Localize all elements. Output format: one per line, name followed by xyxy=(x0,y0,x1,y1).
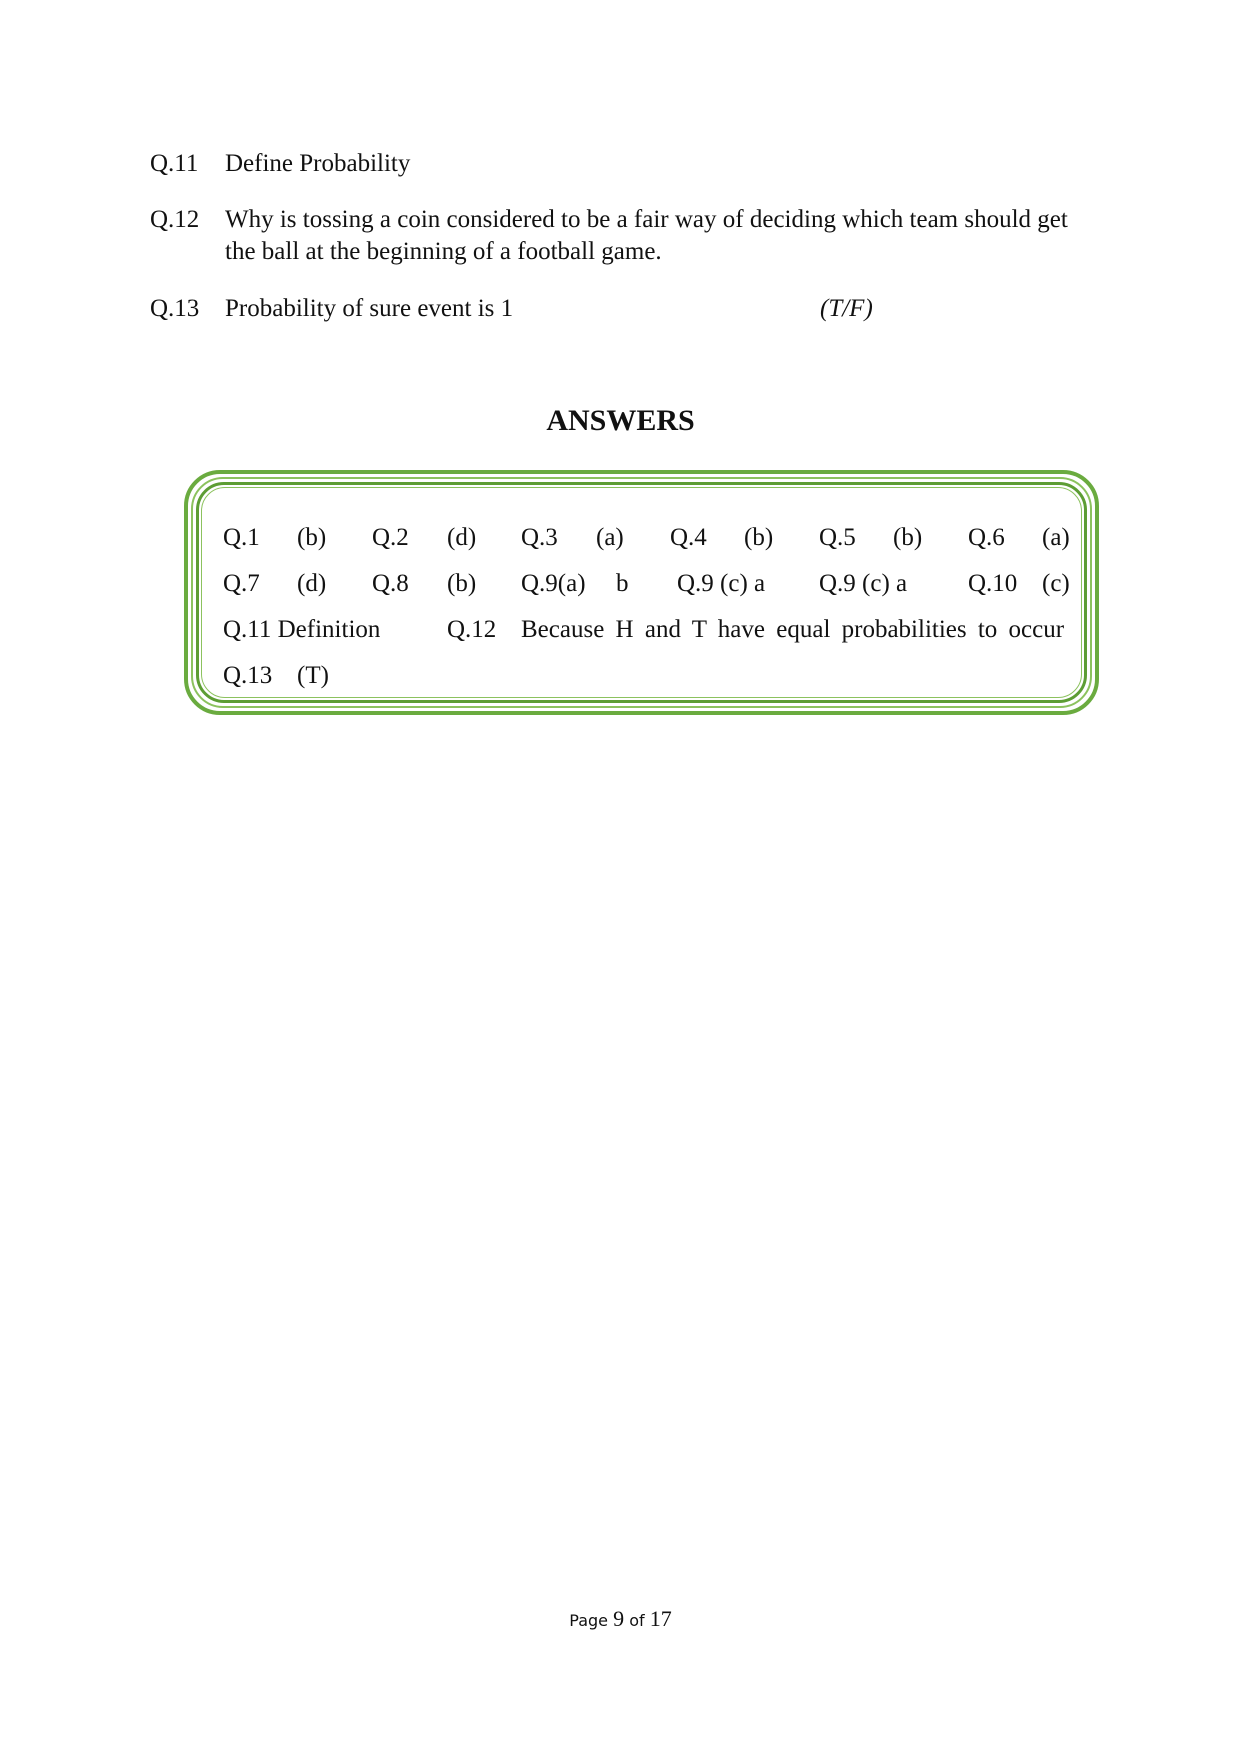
answer-q1-value: (b) xyxy=(297,524,327,551)
answer-q7-label: Q.7 xyxy=(223,570,260,597)
answer-q9c-label: Q.9 (c) a xyxy=(677,570,766,597)
answer-q5-value: (b) xyxy=(893,524,923,551)
question-13 xyxy=(150,293,1090,325)
total-pages: 17 xyxy=(649,1606,672,1631)
answer-q2-label: Q.2 xyxy=(372,524,409,551)
answer-q9a-label: Q.9(a) xyxy=(521,570,586,597)
answer-q4-value: (b) xyxy=(744,524,774,551)
page-footer xyxy=(0,1607,1241,1633)
question-text: Why is tossing a coin considered to be a fair way of deciding which team should get the ball at the beginning of a football game. xyxy=(225,206,1068,265)
answer-q13-label: Q.13 xyxy=(223,662,273,689)
of-label: of xyxy=(629,1611,645,1630)
answer-q13-value: (T) xyxy=(297,662,329,689)
answer-q4-label: Q.4 xyxy=(670,524,707,551)
answers-box-border-inner xyxy=(201,487,1082,698)
answer-q8-label: Q.8 xyxy=(372,570,409,597)
question-number: Q.11 xyxy=(150,150,199,177)
answer-q9c-label: Q.9 (c) a xyxy=(819,570,908,597)
question-text: Probability of sure event is 1 xyxy=(225,295,514,322)
answer-q8-value: (b) xyxy=(447,570,477,597)
answer-q7-value: (d) xyxy=(297,570,327,597)
answer-q9a-value: b xyxy=(616,570,629,597)
answer-q2-value: (d) xyxy=(447,524,477,551)
answer-q11: Q.11 Definition xyxy=(223,616,381,643)
answer-q5-label: Q.5 xyxy=(819,524,856,551)
page-label: Page xyxy=(569,1611,609,1630)
question-text: Define Probability xyxy=(225,150,411,177)
page-number: 9 xyxy=(613,1606,625,1631)
true-false-marker: (T/F) xyxy=(820,295,873,322)
answer-q10-value: (c) xyxy=(1042,570,1070,597)
question-number: Q.12 xyxy=(150,206,200,233)
question-number: Q.13 xyxy=(150,295,200,322)
question-11 xyxy=(150,148,1090,180)
answer-q1-label: Q.1 xyxy=(223,524,260,551)
answer-q6-label: Q.6 xyxy=(968,524,1005,551)
question-12 xyxy=(150,204,1090,268)
answer-q6-value: (a) xyxy=(1042,524,1070,551)
answer-q10-label: Q.10 xyxy=(968,570,1018,597)
answer-q12-label: Q.12 xyxy=(447,616,497,643)
answer-q3-value: (a) xyxy=(596,524,624,551)
answer-q12-text: Because H and T have equal probabilities to occur xyxy=(521,616,1065,643)
answers-heading: ANSWERS xyxy=(546,404,695,437)
answer-q3-label: Q.3 xyxy=(521,524,558,551)
